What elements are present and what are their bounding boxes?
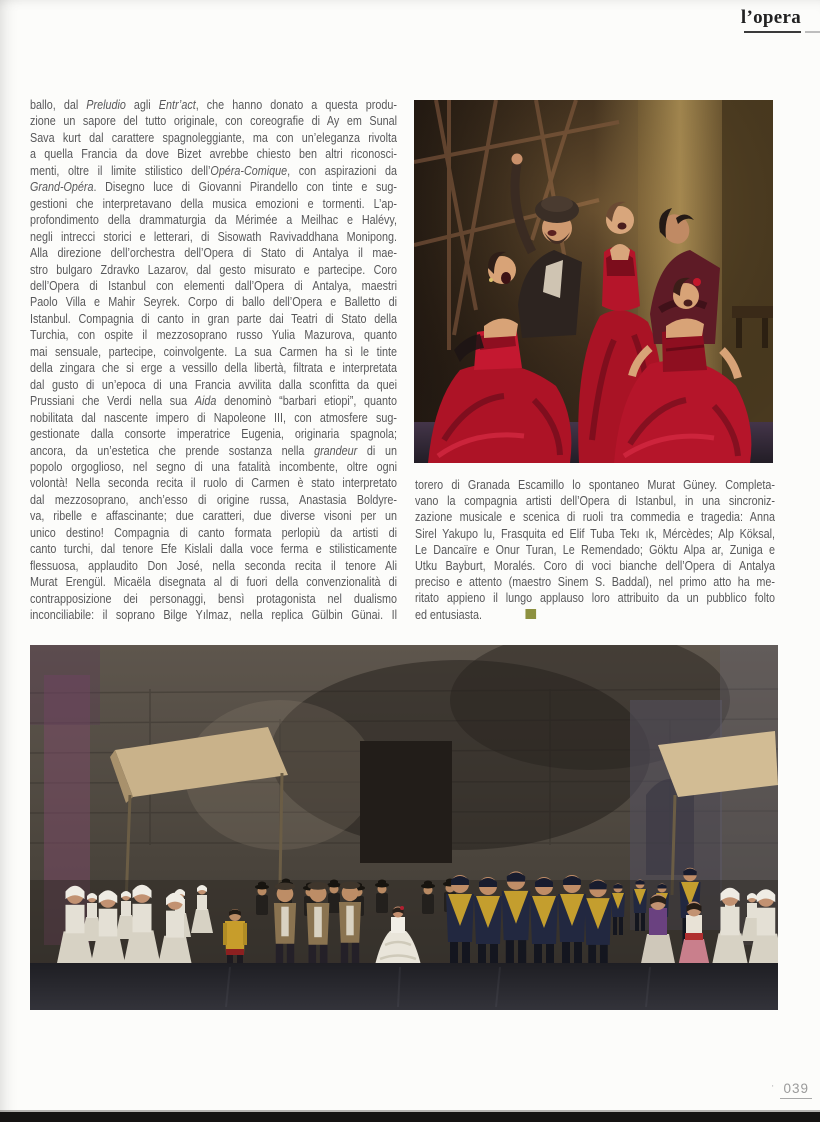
- photo-carmen-crowd: [30, 645, 778, 1010]
- text-line: dell’Opera di Istanbul con elementi dall’Opera di Antalya, maestri: [30, 277, 397, 293]
- text-line: volontà! Nella seconda recita il ruolo di Carmen è stato interpretato: [30, 475, 397, 491]
- text-line: ritato appieno il lungo applauso loro attribuito da un pubblico folto: [415, 590, 776, 606]
- text-line: Alla direzione dell’orchestra dell’Opera di Stato di Antalya il mae-: [30, 245, 397, 261]
- text-line: nobilitata dal nascente impero di Napoleone III, con atmosfere sug-: [30, 409, 397, 425]
- text-line: inconciliabile: il soprano Bilge Yılmaz, nella replica Gülbin Günai. Il: [30, 607, 397, 623]
- text-line: ballo, dal Preludio agli Entr’act, che hanno donato a questa produ-: [30, 97, 397, 112]
- article-body-column: [30, 97, 397, 624]
- text-line: Paolo Villa e Mahir Seyrek. Corpo di ballo dell’Opera e Balletto di: [30, 294, 397, 310]
- text-line: gestioni che interpretavano della musica emozioni e tormenti. L’ap-: [30, 195, 397, 211]
- text-line: preciso e attento (maestro Sinem S. Baddal), nel primo atto ha me-: [415, 574, 776, 590]
- text-line: Utku Bayburt, Moralés. Coro di voci bianche dell’Opera di Antalya: [415, 558, 776, 574]
- text-line: menti, oltre il limite stilistico dell’Opéra-Comique, con aspirazioni da: [30, 162, 397, 178]
- folio-tick: ·: [770, 1080, 775, 1092]
- text-line: Turchia, con ospite il mezzosoprano russo Yulia Mazurova, quanto: [30, 327, 397, 343]
- brand-underline: [744, 31, 801, 33]
- text-line: Istanbul. Compagnia di canto in gran parte dai Teatri di Stato della: [30, 310, 397, 326]
- text-line: zazione musicale e scenica di ruoli tra commedia e tragedia: Anna: [415, 509, 776, 525]
- text-line: Sirel Yakupo lu, Frasquita ed Elif Tuba Tekı ık, Mércèdes; Alp Köksal,: [415, 525, 776, 541]
- text-line: negli intrecci storici e letterari, di Sisowath Ravivaddhana Monipong.: [30, 228, 397, 244]
- text-line: zione un sapore del tutto originale, con coreografie di Ay em Sunal: [30, 113, 397, 129]
- text-line: dal mezzosoprano, anch’esso di origine russa, Anastasia Boldyre-: [30, 491, 397, 507]
- text-line: stro bulgaro Zdravko Lazarov, dal gesto misurato e partecipe. Coro: [30, 261, 397, 277]
- text-line: dal gusto di un’epoca di una Francia avvilita dalla sconfitta da quei: [30, 376, 397, 392]
- text-line: ed entusiasta.: [415, 606, 483, 622]
- text-line: profondimento della drammaturgia da Mérimée a Meilhac e Halévy,: [30, 212, 397, 228]
- brand-underline-extension: [805, 31, 820, 33]
- text-line: Sava kurt dal carattere spagnoleggiante, ma con un’eleganza rivolta: [30, 129, 397, 145]
- magazine-brand: l’opera: [740, 7, 801, 28]
- text-line: canto turchi, dal tenore Efe Kislali dalla voce ferma e stilisticamente: [30, 541, 397, 557]
- text-line: contrapposizione dei personaggi, bensì protagonista nel dualismo: [30, 590, 397, 606]
- text-line: popolo orgoglioso, nel segno di una fatalità incombente, oltre ogni: [30, 458, 397, 474]
- text-line: Prussiani che Verdi nella sua Aida denominò “barbari etiopi”, quanto: [30, 393, 397, 409]
- text-line: va, ribelle e affascinante; due caratteri, due diverse visoni per un: [30, 508, 397, 524]
- photo-carmen-quintet: [414, 100, 773, 463]
- text-line: Grand-Opéra. Disegno luce di Giovanni Pirandello con tinte e sug-: [30, 179, 397, 195]
- text-line: a quella Francia da dove Bizet avrebbe chiesto ben altri riconosci-: [30, 146, 397, 162]
- photo-caption-column: [415, 477, 775, 623]
- text-line: Le Dancaïre e Onur Turan, Le Remendado; Göktu Alpa ar, Zuniga e: [415, 541, 776, 557]
- text-line: Murat Erengül. Micaëla disegnata al di fuori della convenzionalità di: [30, 574, 397, 590]
- text-line: gestionate dalla consorte imperatrice Eugenia, originaria spagnola;: [30, 426, 397, 442]
- text-line: mai sensuale, partecipe, coinvolgente. La sua Carmen ha sì le tinte: [30, 343, 397, 359]
- text-line: vano la compagnia artisti dell’Opera di Istanbul, in una sincroniz-: [415, 493, 776, 509]
- text-line: della zingara che si erge a vessillo della libertà, filtrata e interpretata: [30, 360, 397, 376]
- stage-photo-top-illustration: [414, 100, 773, 463]
- text-line: torero di Granada Escamillo lo spontaneo Murat Güney. Completa-: [415, 477, 776, 492]
- text-line: unico destino! Compagnia di canto formata perlopiù da artisti di: [30, 524, 397, 540]
- folio-number: 039: [780, 1081, 812, 1099]
- article-end-mark: [525, 609, 536, 619]
- text-line: ancora, da un’estetica che prende sostanza nella grandeur di un: [30, 442, 397, 458]
- text-line: flessuosa, applaudito Don José, nella seconda recita il tenore Ali: [30, 557, 397, 573]
- stage-photo-bottom-illustration: [30, 645, 778, 1010]
- scan-edge-band: [0, 1112, 820, 1122]
- page-number: [771, 1080, 812, 1099]
